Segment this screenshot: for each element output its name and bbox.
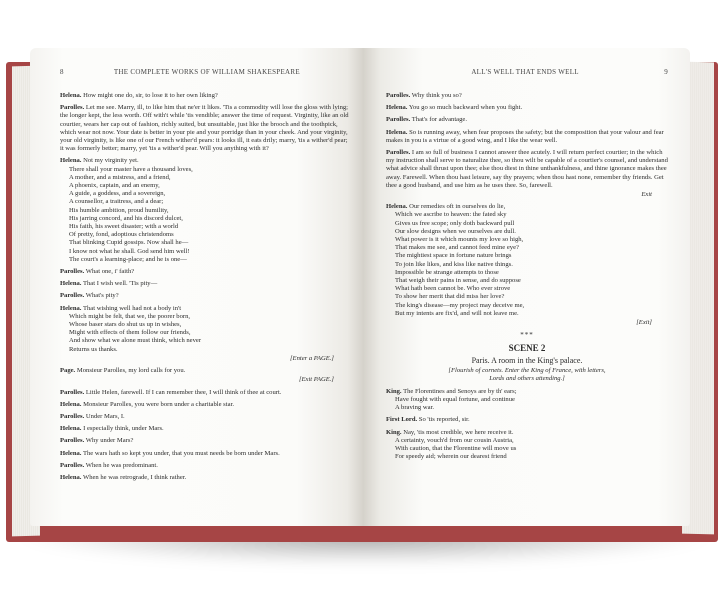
speaker-name: Parolles. (60, 461, 85, 469)
speech-text: Under Mars, I. (85, 412, 125, 420)
verse-line: For speedy aid; wherein our dearest friend (395, 453, 507, 461)
speech-text: So is running away, when fear proposes the safety; but the composition that your valour and fear makes in you is a virtue of a good wing, and I like the wear well. (386, 128, 664, 144)
verse-line: There shall your master have a thousand loves, (69, 165, 193, 173)
speech-line (60, 389, 350, 397)
speech-text: Let me see. Marry, ill, to like him that ne'er it likes. 'Tis a commodity will lose the gloss with lying; the longer kept, the less worth. Off with't while 'tis vendible; answer the time of request. Virginity, like an old courtier, wears her cap out of fashion, richly suited, but unsuitable, just like the brooch and the toothpick, which wear not now. Your date is better in your pie and your porridge than in your cheek. And your virginity, your old virginity, is like one of our French wither'd pears: it looks ill, it eats drily; marry, 'tis a wither'd pear; it was formerly better; marry, yet 'tis a wither'd pear. Will you anything with it? (60, 104, 349, 153)
verse-line: With caution, that the Florentine will move us (395, 444, 517, 452)
verse-line: What hath been cannot be. Who ever strove (395, 285, 511, 293)
speech-line (60, 280, 350, 288)
verse-line: To join like likes, and kiss like native things. (395, 260, 513, 268)
speaker-name: Parolles. (386, 149, 411, 157)
right-running-title: ALL'S WELL THAT ENDS WELL (471, 68, 579, 76)
verse-line: The court's a learning-place; and he is one— (69, 255, 187, 263)
speech-line (60, 413, 350, 421)
right-running-head (386, 68, 668, 76)
speech-line (386, 92, 668, 100)
speech-block (60, 268, 350, 276)
speaker-name: Page. (60, 367, 76, 375)
stage-direction-line-2: Lords and others attending.] (489, 375, 565, 383)
stage-direction: Exit (641, 191, 652, 199)
speech-block (60, 157, 350, 264)
speech-line (386, 116, 668, 124)
verse-line: I know not what he shall. God send him well! (69, 247, 190, 255)
speech-text: Monsieur Parolles, you were born under a charitable star. (83, 400, 234, 408)
speech-block (386, 129, 668, 145)
speech-block (60, 450, 350, 458)
speech-line (60, 305, 350, 313)
verse-line: A counsellor, a traitress, and a dear; (69, 198, 164, 206)
speech-text: When he was retrograde, I think rather. (82, 473, 187, 481)
speech-block (386, 388, 668, 413)
speech-text: What's pity? (85, 292, 119, 300)
verse-line: His humble ambition, proud humility, (69, 206, 169, 214)
verse-line: A phoenix, captain, and an enemy, (69, 182, 160, 190)
verse-line: Might with effects of them follow our friends, (69, 329, 191, 337)
speaker-name: Helena. (386, 128, 408, 136)
speech-line (60, 401, 350, 409)
verse-line: The king's disease—my project may deceive me, (395, 301, 525, 309)
speaker-name: Helena. (60, 473, 82, 481)
speech-line (60, 367, 350, 375)
speech-line (60, 474, 350, 482)
speaker-name: Parolles. (60, 104, 85, 112)
speech-text: That wishing well had not a body in't (82, 304, 182, 312)
speech-text: What one, i' faith? (85, 268, 135, 276)
speech-line (386, 388, 668, 396)
speech-block (60, 280, 350, 288)
verse-line: Which might be felt, that we, the poorer born, (69, 312, 191, 320)
speech-text: That's for advantage. (411, 116, 467, 124)
speech-block (386, 149, 668, 199)
verse-line: A certainty, vouch'd from our cousin Austria, (395, 436, 514, 444)
right-page-text-upper (386, 92, 668, 327)
left-page-text (60, 92, 350, 482)
speaker-name: Parolles. (386, 116, 411, 124)
left-page-number: 8 (60, 68, 64, 76)
verse-line: Of pretty, fond, adoptious christendoms (69, 231, 174, 239)
speech-block (386, 429, 668, 462)
speech-line (60, 462, 350, 470)
speaker-name: Parolles. (60, 268, 85, 276)
speech-line (60, 104, 350, 153)
speech-text: Why think you so? (411, 92, 462, 99)
scene-divider: *** (520, 331, 534, 340)
scene-stage-direction (386, 367, 668, 383)
left-running-title: THE COMPLETE WORKS OF WILLIAM SHAKESPEARE (113, 68, 300, 76)
speaker-name: Helena. (60, 400, 82, 408)
speech-text: Not my virginity yet. (83, 157, 139, 165)
verse-line: His faith, his sweet disaster; with a world (69, 223, 179, 231)
speech-text: That I wish well. 'Tis pity— (82, 280, 158, 288)
scene-setting: Paris. A room in the King's palace. (471, 356, 583, 366)
verse-line: Which we ascribe to heaven: the fated sky (395, 211, 507, 219)
speaker-name: Parolles. (60, 437, 85, 445)
right-page (364, 48, 690, 526)
speech-text: Monsieur Parolles, my lord calls for you. (76, 367, 186, 375)
speech-line (386, 129, 668, 145)
right-page-number: 9 (664, 68, 668, 76)
speech-block (386, 92, 668, 100)
stage-direction: [Exit PAGE.] (298, 376, 334, 384)
speech-line (60, 92, 350, 100)
speech-text: The Florentines and Senoys are by th' ears; (403, 387, 517, 395)
speech-block (386, 116, 668, 124)
speaker-name: Helena. (60, 304, 82, 312)
verse-line: A mother, and a mistress, and a friend, (69, 173, 171, 181)
left-page (30, 48, 364, 526)
speech-line (60, 292, 350, 300)
verse-line: That makes me see, and cannot feed mine eye? (395, 244, 519, 252)
verse-line: To show her merit that did miss her love? (395, 293, 505, 301)
speaker-name: Parolles. (386, 92, 411, 99)
speech-block (60, 292, 350, 300)
speech-line (386, 429, 668, 437)
verse-line: Whose baser stars do shut us up in wishes, (69, 321, 182, 329)
speech-block (60, 462, 350, 470)
scene-title: SCENE 2 (508, 343, 546, 354)
speech-text: I especially think, under Mars. (83, 425, 164, 433)
verse-line: His jarring concord, and his discord dulcet, (69, 214, 183, 222)
verse-line: Our slow designs when we ourselves are dull. (395, 227, 516, 235)
speaker-name: King. (386, 428, 402, 436)
speech-line (60, 268, 350, 276)
speech-text: So 'tis reported, sir. (418, 416, 470, 424)
speaker-name: Helena. (60, 92, 82, 99)
left-running-head (60, 68, 350, 76)
speech-line (60, 425, 350, 433)
speech-block (60, 474, 350, 482)
speaker-name: Helena. (60, 425, 82, 433)
speech-block (60, 401, 350, 409)
speech-line (386, 104, 668, 112)
right-page-text-lower (386, 388, 668, 462)
speech-text: You go so much backward when you fight. (408, 104, 523, 112)
speaker-name: Helena. (60, 280, 82, 288)
speech-text: Nay, 'tis most credible, we here receive it. (403, 428, 514, 436)
speaker-name: Parolles. (60, 292, 85, 300)
speaker-name: King. (386, 387, 402, 395)
speech-text: Little Helen, farewell. If I can remember thee, I will think of thee at court. (85, 388, 282, 396)
speaker-name: Helena. (386, 203, 408, 211)
verse-line: But my intents are fix'd, and will not leave me. (395, 309, 519, 317)
speaker-name: First Lord. (386, 416, 418, 424)
speech-line (60, 437, 350, 445)
speaker-name: Parolles. (60, 412, 85, 420)
verse-line: And show what we alone must think, which never (69, 337, 202, 345)
speech-block (60, 367, 350, 384)
verse-line: A braving war. (395, 404, 435, 412)
verse-line: Have fought with equal fortune, and continue (395, 395, 515, 403)
speech-block (60, 425, 350, 433)
speech-block (386, 104, 668, 112)
verse-line: What power is it which mounts my love so high, (395, 236, 524, 244)
stage-direction: [Enter a PAGE.] (289, 354, 334, 362)
speech-block (60, 92, 350, 100)
speaker-name: Helena. (60, 157, 82, 165)
verse-line: Impossible be strange attempts to those (395, 268, 499, 276)
speech-text: Our remedies oft in ourselves do lie, (409, 203, 506, 211)
speaker-name: Parolles. (60, 388, 85, 396)
speech-text: I am so full of business I cannot answer thee acutely. I will return perfect courtier; in the which my instruction shall serve to naturalize thee, so thou wilt be capable of a courtier's counsel, and understand what advice shall thrust upon thee; else thou diest in thine unthankfulness, and thine ignorance makes thee away. Farewell. When thou hast leisure, say thy prayers; when thou hast none, remember thy friends. Get thee a good husband, and use him as he uses thee. So, farewell. (386, 149, 668, 189)
speech-line (60, 157, 350, 165)
verse-line: The mightiest space in fortune nature brings (395, 252, 512, 260)
speech-line (386, 203, 668, 211)
speech-text: How might one do, sir, to lose it to her own liking? (83, 92, 218, 99)
speech-block (60, 413, 350, 421)
verse-line: Returns us thanks. (69, 345, 118, 353)
speaker-name: Helena. (386, 104, 408, 112)
verse-line: A guide, a goddess, and a sovereign, (69, 190, 166, 198)
speech-block (60, 305, 350, 363)
verse-line: That weigh their pains in sense, and do suppose (395, 277, 521, 285)
speech-block (60, 104, 350, 153)
speech-block (60, 437, 350, 445)
verse-line: That blinking Cupid gossips. Now shall he— (69, 239, 189, 247)
speech-line (60, 450, 350, 458)
speech-line (386, 149, 668, 190)
speech-block (60, 389, 350, 397)
speech-line (386, 416, 668, 424)
verse-line: Gives us free scope; only doth backward pull (395, 219, 515, 227)
speech-text: The wars hath so kept you under, that you must needs be born under Mars. (82, 449, 280, 457)
speech-block (386, 203, 668, 327)
stage-direction-line-1: [Flourish of cornets. Enter the King of France, with letters, (448, 367, 606, 375)
speech-text: Why under Mars? (85, 437, 134, 445)
speaker-name: Helena. (60, 449, 82, 457)
speech-text: When he was predominant. (85, 461, 158, 469)
speech-block (386, 416, 668, 424)
stage-direction: [Exit] (636, 319, 652, 327)
